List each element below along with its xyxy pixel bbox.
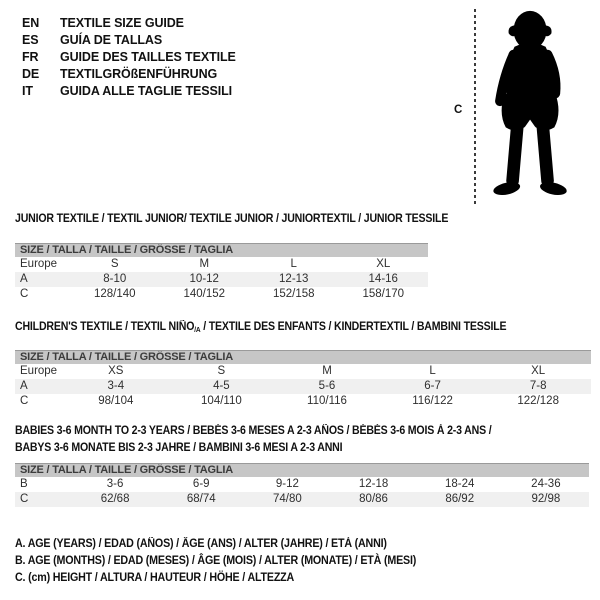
size-cell: 98/104 <box>98 395 134 407</box>
height-measure-label: C <box>454 104 463 116</box>
size-cell: 3-4 <box>63 379 169 394</box>
table-row <box>15 477 589 492</box>
size-cell: 62/68 <box>72 492 158 507</box>
language-code: DE <box>22 67 40 81</box>
heading-text: /A <box>194 326 201 334</box>
section-heading <box>15 423 543 457</box>
size-cell: 12-13 <box>249 272 339 287</box>
size-table-children <box>15 350 591 409</box>
heading-text: / TEXTILE DES ENFANTS / KINDERTEXTIL / BAMBINI TESSILE <box>200 321 507 333</box>
toddler-silhouette-icon <box>482 6 582 210</box>
size-cell: 128/140 <box>93 288 136 300</box>
size-table-junior <box>15 243 428 302</box>
table-header-row <box>15 351 591 365</box>
note-line: B. AGE (MONTHS) / EDAD (MESES) / ÂGE (MOIS) / ALTER (MONATE) / ETÀ (MESI) <box>15 555 417 567</box>
size-table-babies <box>15 463 589 507</box>
size-cell: XL <box>531 365 546 377</box>
size-cell: 8-10 <box>70 272 160 287</box>
size-cell: 7-8 <box>485 379 591 394</box>
child-height-figure <box>446 6 592 212</box>
size-cell: XS <box>108 365 124 377</box>
size-cell: 80/86 <box>330 492 416 507</box>
row-label: C <box>20 288 29 300</box>
note-line: A. AGE (YEARS) / EDAD (AÑOS) / ÂGE (ANS) / ALTER (JAHRE) / ETÀ (ANNI) <box>15 538 387 550</box>
section-junior <box>15 211 486 302</box>
guide-title: GUIDA ALLE TAGLIE TESSILI <box>60 84 233 98</box>
table-header-bar: SIZE / TALLA / TAILLE / GRÖSSE / TAGLIA <box>15 244 428 258</box>
guide-title: TEXTILE SIZE GUIDE <box>60 16 184 30</box>
language-code: EN <box>22 16 40 30</box>
guide-title: TEXTILGRÖßENFÜHRUNG <box>60 67 218 81</box>
language-code: FR <box>22 50 39 64</box>
section-heading <box>15 211 448 228</box>
size-cell: 116/122 <box>412 395 453 407</box>
size-cell: 6-7 <box>380 379 486 394</box>
size-cell: 10-12 <box>160 272 250 287</box>
table-header-row <box>15 464 589 478</box>
size-cell: 24-36 <box>531 478 561 490</box>
row-label: Europe <box>20 258 58 270</box>
size-cell: 12-18 <box>358 478 389 490</box>
height-dotted-line <box>474 9 476 207</box>
size-cell: XL <box>376 258 391 270</box>
language-row <box>22 66 236 83</box>
size-cell: 92/98 <box>503 492 589 507</box>
row-label: A <box>15 272 70 287</box>
table-row <box>15 394 591 409</box>
size-cell: S <box>110 258 119 270</box>
guide-title: GUIDE DES TAILLES TEXTILE <box>60 50 236 64</box>
row-label: Europe <box>20 365 58 377</box>
size-cell: 122/128 <box>517 395 559 407</box>
table-header-bar: SIZE / TALLA / TAILLE / GRÖSSE / TAGLIA <box>15 464 589 478</box>
size-cell: 104/110 <box>201 395 242 407</box>
size-cell: 68/74 <box>158 492 244 507</box>
size-cell: L <box>429 365 436 377</box>
size-cell: 140/152 <box>183 288 226 300</box>
size-cell: 4-5 <box>169 379 275 394</box>
size-cell: 18-24 <box>444 478 475 490</box>
size-cell: M <box>199 258 210 270</box>
table-row <box>15 257 428 272</box>
row-label: B <box>20 478 28 490</box>
row-label: C <box>20 395 29 407</box>
table-header-row <box>15 244 428 258</box>
legend-notes <box>15 536 416 587</box>
heading-text: BABIES 3-6 MONTH TO 2-3 YEARS / BEBÉS 3-6 MESES A 2-3 AÑOS / BÉBÉS 3-6 MOIS À 2-3 ANS / <box>15 425 492 437</box>
table-row <box>15 287 428 302</box>
size-cell: 14-16 <box>339 272 429 287</box>
language-row <box>22 32 236 49</box>
size-cell: L <box>290 258 297 270</box>
section-children <box>15 319 591 409</box>
table-row <box>15 272 428 287</box>
table-row <box>15 492 589 507</box>
table-header-bar: SIZE / TALLA / TAILLE / GRÖSSE / TAGLIA <box>15 351 591 365</box>
section-heading-line <box>15 211 448 228</box>
size-cell: 158/170 <box>362 288 405 300</box>
size-cell: 6-9 <box>192 478 210 490</box>
language-code: IT <box>22 84 33 98</box>
heading-text: JUNIOR TEXTILE / TEXTIL JUNIOR/ TEXTILE JUNIOR / JUNIORTEXTIL / JUNIOR TESSILE <box>15 213 449 225</box>
note-line: C. (cm) HEIGHT / ALTURA / HAUTEUR / HÖHE / ALTEZZA <box>15 572 295 584</box>
size-cell: 74/80 <box>244 492 330 507</box>
row-label: A <box>15 379 63 394</box>
language-code: ES <box>22 33 39 47</box>
size-cell: 3-6 <box>106 478 124 490</box>
size-cell: 9-12 <box>275 478 299 490</box>
heading-text: CHILDREN'S TEXTILE / TEXTIL NIÑO <box>15 321 195 333</box>
heading-text: BABYS 3-6 MONATE BIS 2-3 JAHRE / BAMBINI 3-6 MESI A 2-3 ANNI <box>15 442 343 454</box>
section-heading-line <box>15 440 543 457</box>
guide-title: GUÍA DE TALLAS <box>60 33 163 47</box>
size-cell: S <box>217 365 226 377</box>
section-babies <box>15 423 589 507</box>
size-cell: 5-6 <box>274 379 380 394</box>
size-cell: 110/116 <box>307 395 347 407</box>
size-cell: 152/158 <box>272 288 315 300</box>
section-heading-line <box>15 423 543 440</box>
section-heading <box>15 319 545 339</box>
table-row <box>15 364 591 379</box>
language-title-list <box>22 15 236 100</box>
size-cell: 86/92 <box>417 492 503 507</box>
language-row <box>22 15 236 32</box>
language-row <box>22 49 236 66</box>
table-row <box>15 379 591 394</box>
language-row <box>22 83 236 100</box>
section-heading-line <box>15 319 545 339</box>
row-label: C <box>15 492 72 507</box>
size-cell: M <box>322 365 332 377</box>
